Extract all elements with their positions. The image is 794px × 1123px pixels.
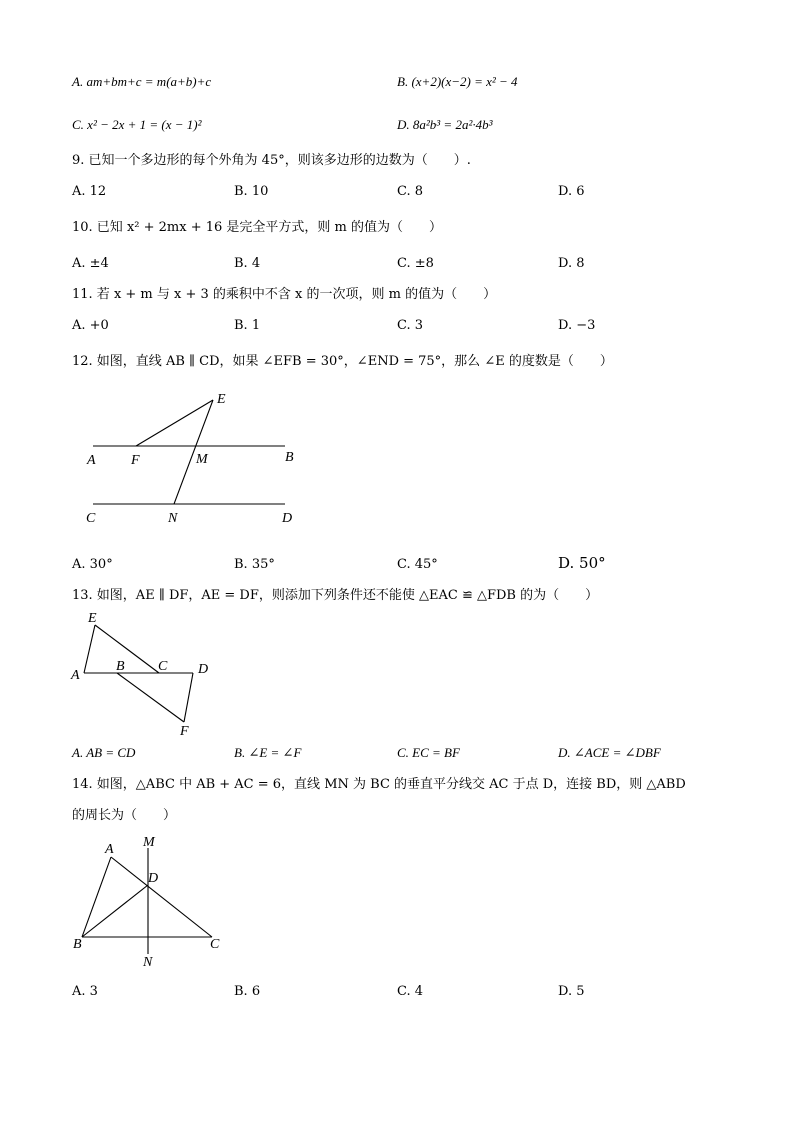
q13-label-a: A: [71, 668, 80, 683]
q11-option-c: C. 3: [397, 318, 424, 333]
q13-option-d: D. ∠ACE = ∠DBF: [558, 745, 661, 760]
q11-option-d: D. −3: [558, 318, 596, 333]
q14-label-c: C: [210, 937, 220, 952]
q9-stem: 9. 已知一个多边形的每个外角为 45°，则该多边形的边数为（ ）.: [72, 153, 471, 168]
q14-option-c: C. 4: [397, 984, 424, 999]
q10-option-b: B. 4: [234, 256, 261, 271]
q10-option-d: D. 8: [558, 256, 585, 271]
q12-option-c: C. 45°: [397, 557, 438, 572]
q14-stem-line1: 14. 如图，△ABC 中 AB + AC = 6，直线 MN 为 BC 的垂直平分线交 AC 于点 D，连接 BD，则 △ABD: [72, 777, 686, 792]
q14-option-a: A. 3: [72, 984, 98, 999]
q8-option-b: B. (x+2)(x−2) = x² − 4: [397, 74, 518, 89]
q13-option-a: A. AB = CD: [72, 745, 136, 760]
q13-label-e: E: [88, 611, 97, 626]
q12-label-n: N: [168, 511, 178, 526]
q13-stem: 13. 如图，AE ∥ DF，AE = DF，则添加下列条件还不能使 △EAC ≌ △FDB 的为（ ）: [72, 588, 599, 603]
q9-option-a: A. 12: [72, 184, 107, 199]
q12-label-e: E: [217, 392, 226, 407]
q12-label-b: B: [285, 450, 294, 465]
q10-stem: 10. 已知 x² + 2mx + 16 是完全平方式，则 m 的值为（ ）: [72, 220, 442, 235]
q12-label-f: F: [131, 453, 140, 468]
q14-stem-line2: 的周长为（ ）: [72, 808, 177, 823]
q14-option-d: D. 5: [558, 984, 585, 999]
q14-label-n: N: [143, 955, 153, 970]
q12-stem: 12. 如图，直线 AB ∥ CD，如果 ∠EFB = 30°，∠END = 75°，那么 ∠E 的度数是（ ）: [72, 354, 613, 369]
q13-label-d: D: [198, 662, 209, 677]
q12-label-c: C: [86, 511, 96, 526]
q12-label-m: M: [196, 452, 208, 467]
q14-label-d: D: [148, 871, 159, 886]
q13-label-b: B: [116, 659, 125, 674]
q13-option-b: B. ∠E = ∠F: [234, 745, 302, 760]
q13-label-f: F: [180, 724, 189, 739]
q12-option-b: B. 35°: [234, 557, 275, 572]
q13-option-c: C. EC = BF: [397, 745, 460, 760]
q10-option-a: A. ±4: [72, 256, 109, 271]
q10-option-c: C. ±8: [397, 256, 434, 271]
q9-option-b: B. 10: [234, 184, 269, 199]
q8-option-a: A. am+bm+c = m(a+b)+c: [72, 74, 212, 89]
q14-option-b: B. 6: [234, 984, 261, 999]
q12-option-a: A. 30°: [72, 557, 113, 572]
q14-label-m: M: [143, 835, 155, 850]
q8-option-d: D. 8a²b³ = 2a²·4b³: [397, 117, 493, 132]
q12-option-d: D. 50°: [558, 554, 606, 572]
q14-label-b: B: [73, 937, 82, 952]
q8-option-c: C. x² − 2x + 1 = (x − 1)²: [72, 117, 202, 132]
q9-option-d: D. 6: [558, 184, 585, 199]
q14-segment-ac: [111, 857, 212, 937]
q9-option-c: C. 8: [397, 184, 424, 199]
q11-option-b: B. 1: [234, 318, 261, 333]
q12-label-d: D: [282, 511, 293, 526]
q11-option-a: A. +0: [72, 318, 109, 333]
q12-label-a: A: [87, 453, 96, 468]
q13-label-c: C: [158, 659, 168, 674]
q11-stem: 11. 若 x + m 与 x + 3 的乘积中不含 x 的一次项，则 m 的值为（ ）: [72, 287, 497, 302]
q14-label-a: A: [105, 842, 114, 857]
